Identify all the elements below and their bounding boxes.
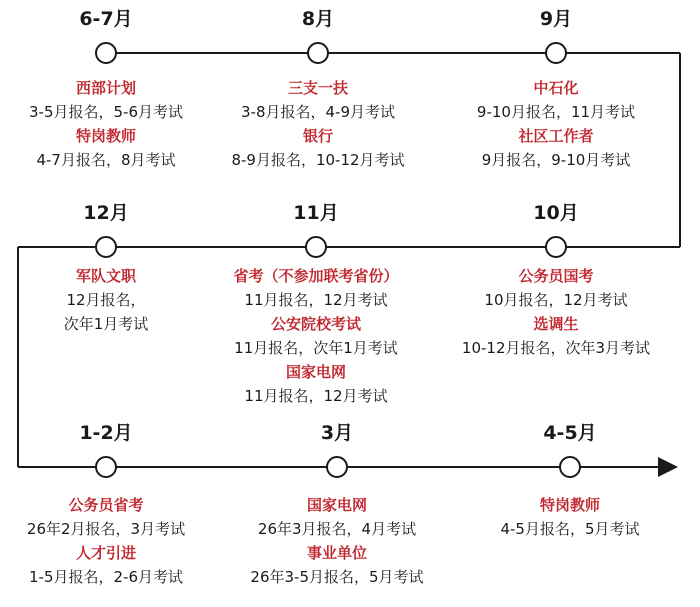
- exam-name: 特岗教师: [539, 496, 601, 514]
- exam-block: [64, 264, 149, 336]
- exam-block: [462, 264, 650, 360]
- exam-schedule: 11月报名，次年1月考试: [234, 339, 398, 357]
- timeline-node-circle: [546, 43, 566, 63]
- month-label: 1-2月: [79, 422, 133, 444]
- exam-name: 公务员国考: [518, 267, 594, 285]
- timeline-node-circle: [327, 457, 347, 477]
- exam-block: [250, 493, 423, 589]
- exam-name: 公安院校考试: [270, 315, 362, 333]
- exam-block: [477, 76, 635, 172]
- exam-name: 国家电网: [285, 363, 347, 381]
- exam-name: 中石化: [533, 79, 579, 97]
- exam-schedule: 1-5月报名，2-6月考试: [29, 568, 183, 586]
- exam-block: [29, 76, 183, 172]
- exam-name: 三支一扶: [287, 79, 348, 97]
- timeline-node-circle: [96, 237, 116, 257]
- timeline-node-circle: [306, 237, 326, 257]
- exam-name: 公务员省考: [68, 496, 144, 514]
- exam-name: 特岗教师: [75, 127, 136, 145]
- exam-schedule: 3-8月报名，4-9月考试: [241, 103, 395, 121]
- month-label: 10月: [533, 202, 579, 224]
- exam-schedule: 26年3-5月报名，5月考试: [250, 568, 424, 586]
- exam-name: 西部计划: [75, 79, 136, 97]
- exam-schedule: 9月报名，9-10月考试: [481, 151, 631, 169]
- exam-block: [231, 76, 404, 172]
- exam-block: [27, 493, 185, 589]
- month-label: 4-5月: [543, 422, 597, 444]
- exam-schedule: 8-9月报名，10-12月考试: [231, 151, 405, 169]
- month-label: 11月: [293, 202, 339, 224]
- exam-schedule: 12月报名，: [66, 291, 146, 309]
- month-label: 12月: [83, 202, 129, 224]
- exam-name: 选调生: [533, 315, 579, 333]
- exam-schedule: 10月报名，12月考试: [484, 291, 628, 309]
- exam-schedule: 4-5月报名，5月考试: [500, 520, 640, 538]
- month-label: 3月: [320, 422, 354, 444]
- exam-schedule: 26年3月报名，4月考试: [257, 520, 417, 538]
- exam-schedule: 26年2月报名，3月考试: [26, 520, 186, 538]
- exam-schedule: 9-10月报名，11月考试: [476, 103, 636, 121]
- timeline-node-circle: [560, 457, 580, 477]
- month-label: 9月: [539, 8, 573, 30]
- exam-name: 事业单位: [306, 544, 368, 562]
- month-label: 6-7月: [79, 8, 133, 30]
- exam-name: 银行: [302, 127, 333, 145]
- timeline-node-circle: [546, 237, 566, 257]
- exam-schedule: 3-5月报名，5-6月考试: [29, 103, 183, 121]
- exam-block: [500, 493, 639, 541]
- exam-name: 国家电网: [306, 496, 368, 514]
- exam-name: 省考（不参加联考省份）: [233, 267, 399, 285]
- exam-schedule: 10-12月报名，次年3月考试: [461, 339, 651, 357]
- timeline-node-circle: [96, 457, 116, 477]
- timeline-node-circle: [308, 43, 328, 63]
- exam-schedule: 次年1月考试: [63, 315, 149, 333]
- exam-name: 社区工作者: [518, 127, 594, 145]
- exam-schedule: 11月报名，12月考试: [244, 387, 388, 405]
- exam-name: 军队文职: [75, 267, 137, 285]
- month-label: 8月: [301, 8, 335, 30]
- exam-schedule: 11月报名，12月考试: [244, 291, 388, 309]
- exam-name: 人才引进: [75, 544, 136, 562]
- exam-block: [233, 264, 398, 408]
- exam-schedule: 4-7月报名，8月考试: [36, 151, 176, 169]
- timeline-node-circle: [96, 43, 116, 63]
